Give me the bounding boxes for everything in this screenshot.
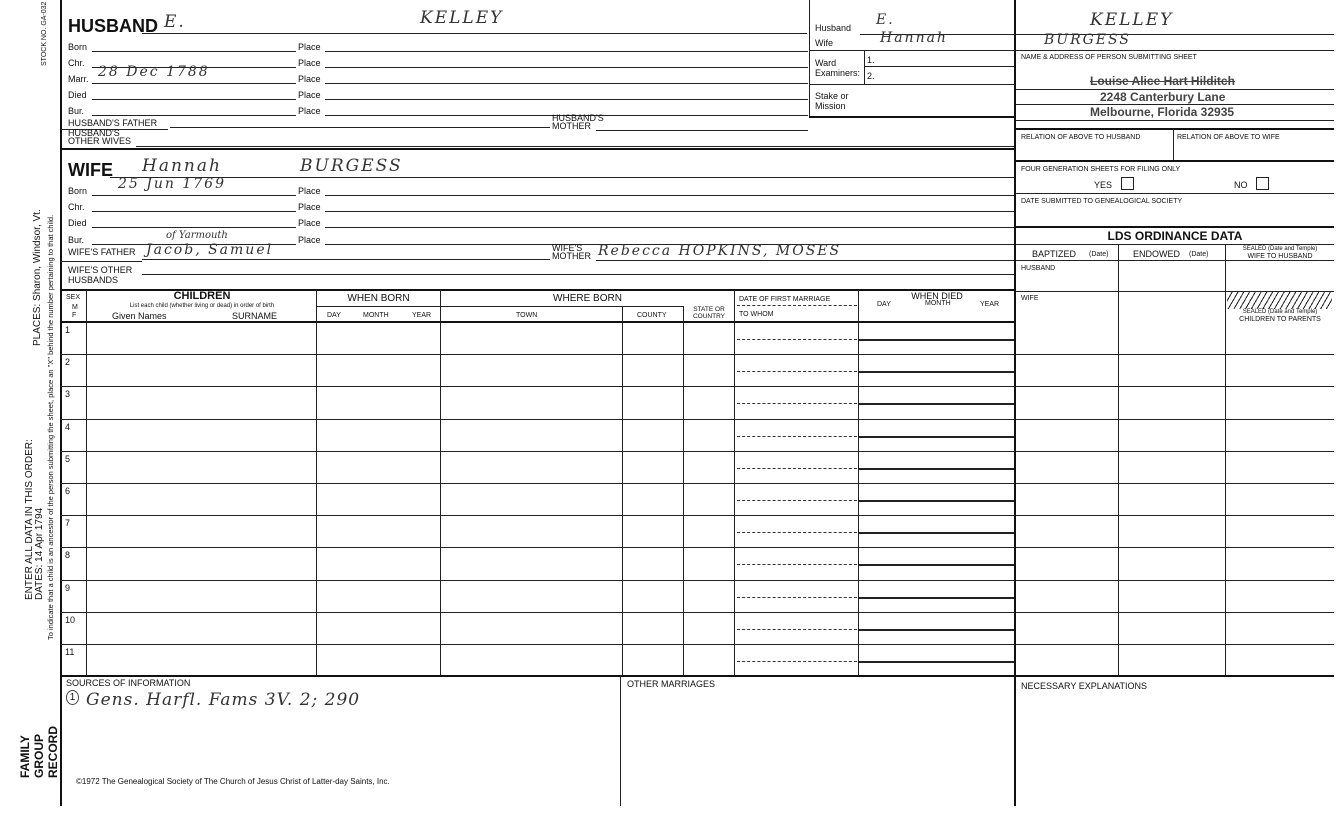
born-day-label: DAY bbox=[327, 312, 341, 319]
submitter-label: NAME & ADDRESS OF PERSON SUBMITTING SHEET bbox=[1021, 54, 1197, 61]
sources-label: SOURCES OF INFORMATION bbox=[66, 678, 191, 688]
child-died-line bbox=[858, 371, 1014, 373]
wife-other-husbands-line bbox=[142, 274, 1014, 275]
wife-other-husbands-label-1: WIFE'S OTHER bbox=[68, 265, 133, 275]
wife-born-place-line bbox=[325, 195, 1014, 196]
yes-checkbox[interactable] bbox=[1121, 177, 1134, 190]
child-died-line bbox=[858, 339, 1014, 341]
relation-husband-label: RELATION OF ABOVE TO HUSBAND bbox=[1021, 134, 1141, 141]
child-row-line bbox=[60, 612, 1015, 613]
header-wife-label: Wife bbox=[815, 38, 833, 48]
sealed-wife-hatch bbox=[1227, 292, 1332, 309]
wife-died-label: Died bbox=[68, 218, 87, 228]
child-marriage-dash bbox=[737, 564, 857, 565]
examiners-divider bbox=[864, 50, 865, 84]
child-row-line bbox=[60, 547, 1015, 548]
endowed-date-label: (Date) bbox=[1189, 251, 1209, 258]
wife-surname: BURGESS bbox=[300, 156, 403, 176]
col-sex bbox=[86, 289, 87, 675]
footer-divider bbox=[620, 675, 621, 806]
lds-title: LDS ORDINANCE DATA bbox=[1107, 229, 1243, 243]
header-wife-line bbox=[809, 50, 1334, 51]
husband-marr-place-label: Place bbox=[298, 74, 321, 84]
husband-marr-place-line bbox=[325, 83, 808, 84]
record-title-1: FAMILY bbox=[18, 735, 32, 778]
child-number: 10 bbox=[65, 614, 76, 625]
husband-name-line bbox=[142, 33, 807, 34]
child-died-line bbox=[858, 661, 1014, 663]
husband-chr-place-line bbox=[325, 67, 808, 68]
husband-mother-label-2: MOTHER bbox=[552, 121, 591, 131]
wife-chr-place-label: Place bbox=[298, 202, 321, 212]
col-town bbox=[622, 306, 623, 675]
born-year-label: YEAR bbox=[412, 312, 432, 319]
child-row-line bbox=[60, 515, 1015, 516]
baptized-date-label: (Date) bbox=[1089, 251, 1109, 258]
husband-mother-label-1: HUSBAND'S bbox=[552, 113, 604, 123]
relation-divider bbox=[1173, 128, 1174, 160]
child-row-line bbox=[60, 354, 1015, 355]
header-wife-given: Hannah bbox=[880, 30, 948, 46]
husband-bur-place-label: Place bbox=[298, 106, 321, 116]
copyright: ©1972 The Genealogical Society of The Church of Jesus Christ of Latter-day Saints, Inc. bbox=[76, 777, 390, 786]
when-born-label: WHEN BORN bbox=[347, 293, 410, 304]
child-number: 7 bbox=[65, 518, 71, 529]
header-wife-surname: BURGESS bbox=[1044, 32, 1131, 48]
lds-row-line bbox=[1016, 644, 1334, 645]
husband-other-wives-line bbox=[136, 146, 1014, 147]
margin-dates: DATES: 14 Apr 1794 bbox=[34, 507, 45, 600]
child-row-line bbox=[60, 451, 1015, 452]
child-marriage-dash bbox=[737, 339, 857, 340]
when-born-subline bbox=[317, 306, 440, 307]
husband-section-bottom bbox=[60, 148, 1015, 150]
died-month-label: MONTH bbox=[925, 300, 951, 307]
wife-other-husbands-label-2: HUSBANDS bbox=[68, 275, 119, 285]
child-died-line bbox=[858, 403, 1014, 405]
lds-row-line bbox=[1016, 451, 1334, 452]
child-number: 5 bbox=[65, 453, 71, 464]
wife-mother-label-1: WIFE'S bbox=[552, 243, 583, 253]
wife-chr-place-line bbox=[325, 211, 1014, 212]
wife-father-label: WIFE'S FATHER bbox=[68, 247, 136, 257]
other-marriages-label: OTHER MARRIAGES bbox=[627, 679, 716, 689]
margin-x-note: To indicate that a child is an ancestor of the person submitting the sheet, place an "X" behind the number pertaining to that child. bbox=[46, 214, 55, 640]
children-note: List each child (whether living or dead) in order of birth bbox=[129, 303, 275, 309]
col-state bbox=[734, 289, 735, 675]
col-when-born bbox=[440, 289, 441, 675]
relation-bottom bbox=[1016, 160, 1334, 162]
child-marriage-dash bbox=[737, 500, 857, 501]
record-title-3: RECORD bbox=[46, 725, 60, 778]
child-died-line bbox=[858, 500, 1014, 502]
wife-died-line bbox=[92, 227, 296, 228]
lds-wife-row-label: WIFE bbox=[1021, 295, 1039, 302]
wife-died-place-label: Place bbox=[298, 218, 321, 228]
child-marriage-dash bbox=[737, 661, 857, 662]
husband-died-label: Died bbox=[68, 90, 87, 100]
lds-row-line bbox=[1016, 547, 1334, 548]
when-died-label: WHEN DIED bbox=[911, 291, 963, 301]
first-marriage-label: DATE OF FIRST MARRIAGE bbox=[739, 296, 831, 303]
yes-label: YES bbox=[1094, 180, 1113, 190]
where-born-label: WHERE BORN bbox=[553, 293, 622, 304]
submitter-line-3 bbox=[1016, 120, 1334, 121]
child-number: 8 bbox=[65, 550, 71, 561]
surname-label: SURNAME bbox=[232, 311, 278, 321]
child-died-line bbox=[858, 532, 1014, 534]
child-marriage-dash bbox=[737, 468, 857, 469]
child-number: 11 bbox=[65, 647, 75, 657]
died-day-label: DAY bbox=[877, 301, 891, 308]
sex-label: SEX bbox=[66, 294, 81, 301]
husband-bur-line bbox=[92, 115, 296, 116]
husband-born-label: Born bbox=[68, 42, 88, 52]
husband-mother-line bbox=[596, 130, 808, 131]
husband-surname: KELLEY bbox=[420, 8, 504, 28]
explanations-label: NECESSARY EXPLANATIONS bbox=[1021, 681, 1148, 691]
child-row-line bbox=[60, 483, 1015, 484]
wife-bur-label: Bur. bbox=[68, 235, 85, 245]
husband-marr-date: 28 Dec 1788 bbox=[98, 64, 210, 80]
wife-born-label: Born bbox=[68, 186, 88, 196]
margin-enter-all: ENTER ALL DATA IN THIS ORDER: bbox=[24, 439, 35, 600]
lds-row-line bbox=[1016, 419, 1334, 420]
lds-row-line bbox=[1016, 483, 1334, 484]
child-number: 3 bbox=[65, 389, 71, 400]
husband-born-line bbox=[92, 51, 296, 52]
wife-born-date: 25 Jun 1769 bbox=[118, 176, 226, 192]
source-mark: 1 bbox=[66, 690, 79, 705]
child-died-line bbox=[858, 564, 1014, 566]
died-year-label: YEAR bbox=[980, 301, 1000, 308]
child-row-line bbox=[60, 419, 1015, 420]
lds-row-line bbox=[1016, 386, 1334, 387]
child-row-line bbox=[60, 386, 1015, 387]
sealed-children-label-2: CHILDREN TO PARENTS bbox=[1239, 316, 1321, 323]
husband-marr-line bbox=[92, 83, 296, 84]
child-marriage-dash bbox=[737, 597, 857, 598]
submitter-street: 2248 Canterbury Lane bbox=[1100, 90, 1226, 104]
husband-label: HUSBAND bbox=[68, 16, 158, 36]
husband-died-line bbox=[92, 99, 296, 100]
child-died-line bbox=[858, 468, 1014, 470]
wife-mother-label-2: MOTHER bbox=[552, 251, 591, 261]
wife-father-value: Jacob, Samuel bbox=[146, 242, 274, 258]
stock-number: STOCK NO. GA-032 bbox=[41, 1, 48, 66]
col-county bbox=[683, 306, 684, 675]
mission-label: Mission bbox=[815, 101, 846, 111]
wife-chr-label: Chr. bbox=[68, 202, 85, 212]
no-label: NO bbox=[1234, 180, 1248, 190]
wife-father-line bbox=[142, 259, 550, 260]
header-divider bbox=[809, 0, 810, 117]
examiner-2: 2. bbox=[867, 71, 875, 81]
date-submitted-bottom bbox=[1016, 226, 1334, 228]
wife-died-place-line bbox=[325, 227, 1014, 228]
town-label: TOWN bbox=[516, 312, 538, 319]
endowed-label: ENDOWED bbox=[1133, 249, 1180, 259]
sealed-wife-label-1: SEALED (Date and Temple) bbox=[1242, 246, 1318, 252]
husband-other-wives-label-1: HUSBAND'S bbox=[68, 128, 120, 138]
child-died-line bbox=[858, 436, 1014, 438]
husband-marr-label: Marr. bbox=[68, 74, 89, 84]
child-marriage-dash bbox=[737, 629, 857, 630]
sources-value: Gens. Harfl. Fams 3V. 2; 290 bbox=[86, 690, 361, 710]
submitter-bottom bbox=[1016, 128, 1334, 130]
husband-father-line bbox=[170, 127, 550, 128]
wife-chr-line bbox=[92, 211, 296, 212]
header-husband-label: Husband bbox=[815, 23, 852, 33]
child-row-line bbox=[60, 644, 1015, 645]
wife-label: WIFE bbox=[68, 160, 113, 180]
wife-born-place-label: Place bbox=[298, 186, 321, 196]
margin-places: PLACES: Sharon, Windsor, Vt. bbox=[32, 209, 43, 346]
husband-other-wives-label-2: OTHER WIVES bbox=[68, 136, 132, 146]
wife-born-line bbox=[92, 195, 296, 196]
relation-wife-label: RELATION OF ABOVE TO WIFE bbox=[1177, 134, 1280, 141]
lds-header-line bbox=[1016, 260, 1334, 261]
lds-husband-row-label: HUSBAND bbox=[1021, 265, 1056, 272]
no-checkbox[interactable] bbox=[1256, 177, 1269, 190]
lds-title-line bbox=[1016, 244, 1334, 245]
given-names-label: Given Names bbox=[112, 311, 167, 321]
examiner-1-line bbox=[864, 66, 1014, 67]
first-marriage-dash bbox=[737, 305, 857, 306]
child-marriage-dash bbox=[737, 403, 857, 404]
col-children bbox=[316, 289, 317, 675]
baptized-label: BAPTIZED bbox=[1032, 249, 1077, 259]
four-gen-bottom bbox=[1016, 193, 1334, 194]
submitter-name: Louise Alice Hart Hilditch bbox=[1090, 74, 1235, 88]
child-marriage-dash bbox=[737, 436, 857, 437]
where-born-subline bbox=[441, 306, 684, 307]
examiner-2-line bbox=[809, 84, 1015, 85]
husband-died-place-line bbox=[325, 99, 808, 100]
sex-m-label: M bbox=[72, 304, 78, 311]
husband-born-place-label: Place bbox=[298, 42, 321, 52]
born-month-label: MONTH bbox=[363, 312, 389, 319]
header-husband-given: E. bbox=[876, 12, 895, 28]
husband-chr-place-label: Place bbox=[298, 58, 321, 68]
child-number: 4 bbox=[65, 421, 71, 432]
record-title-2: GROUP bbox=[32, 733, 46, 778]
husband-bur-label: Bur. bbox=[68, 106, 85, 116]
state-label-2: COUNTRY bbox=[692, 313, 726, 320]
wife-mother-line bbox=[596, 260, 1014, 261]
submitter-city: Melbourne, Florida 32935 bbox=[1090, 105, 1235, 119]
wife-bur-place-note: of Yarmouth bbox=[166, 230, 228, 241]
header-box-bottom bbox=[809, 116, 1015, 118]
lds-row-line bbox=[1016, 612, 1334, 613]
husband-died-place-label: Place bbox=[298, 90, 321, 100]
sealed-children-label-1: SEALED (Date and Temple) bbox=[1242, 309, 1318, 315]
wife-bur-place-label: Place bbox=[298, 235, 321, 245]
header-husband-surname: KELLEY bbox=[1090, 10, 1174, 30]
date-submitted-label: DATE SUBMITTED TO GENEALOGICAL SOCIETY bbox=[1021, 198, 1183, 205]
sex-f-label: F bbox=[72, 312, 77, 319]
to-whom-label: TO WHOM bbox=[739, 311, 774, 318]
sealed-wife-label-2: WIFE TO HUSBAND bbox=[1247, 253, 1313, 260]
child-marriage-dash bbox=[737, 371, 857, 372]
lds-row-line bbox=[1016, 580, 1334, 581]
examiner-1: 1. bbox=[867, 55, 875, 65]
children-title: CHILDREN bbox=[173, 290, 231, 302]
examiners-label: Examiners: bbox=[815, 68, 861, 78]
wife-mother-value: Rebecca HOPKINS, MOSES bbox=[598, 243, 842, 259]
child-number: 2 bbox=[65, 357, 71, 368]
husband-given-name: E. bbox=[164, 12, 186, 32]
husband-father-label: HUSBAND'S FATHER bbox=[68, 118, 158, 128]
wife-name-line bbox=[110, 177, 1014, 178]
husband-chr-label: Chr. bbox=[68, 58, 85, 68]
ward-label: Ward bbox=[815, 58, 837, 68]
child-number: 9 bbox=[65, 582, 71, 593]
wife-father-underline bbox=[60, 261, 142, 262]
lds-row-line bbox=[1016, 354, 1334, 355]
state-label-1: STATE OR bbox=[693, 306, 725, 313]
stake-label: Stake or bbox=[815, 91, 849, 101]
col-marriage bbox=[858, 289, 859, 675]
child-died-line bbox=[858, 597, 1014, 599]
county-label: COUNTY bbox=[637, 312, 667, 319]
child-number: 1 bbox=[65, 325, 71, 335]
children-header-bottom bbox=[60, 321, 1015, 323]
child-number: 6 bbox=[65, 486, 71, 496]
child-died-line bbox=[858, 629, 1014, 631]
form-left-border bbox=[60, 0, 62, 806]
husband-born-place-line bbox=[325, 51, 808, 52]
child-row-line bbox=[60, 580, 1015, 581]
wife-given-name: Hannah bbox=[142, 156, 222, 176]
children-bottom bbox=[60, 675, 1334, 677]
child-marriage-dash bbox=[737, 532, 857, 533]
four-gen-label: FOUR GENERATION SHEETS FOR FILING ONLY bbox=[1021, 166, 1181, 173]
lds-row-line bbox=[1016, 515, 1334, 516]
